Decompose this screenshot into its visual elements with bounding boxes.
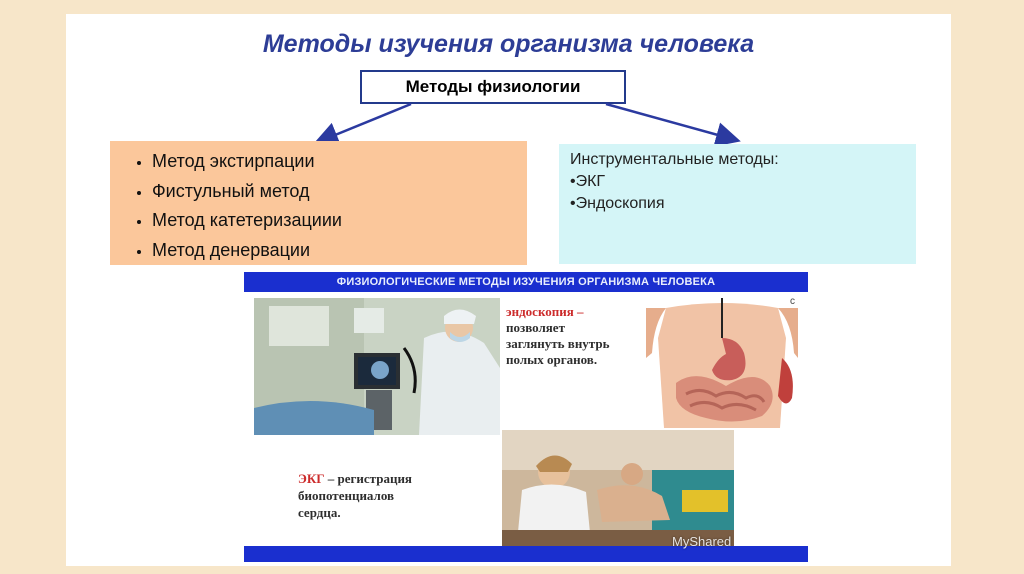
ecg-term: ЭКГ [298, 471, 325, 486]
experimental-methods-box [110, 141, 527, 265]
list-item: • Фистульный метод [152, 177, 527, 207]
list-item: •Эндоскопия [570, 195, 665, 212]
ecg-line: сердца. [298, 505, 341, 520]
ecg-caption [298, 470, 498, 521]
arrow-left [318, 104, 411, 142]
corner-letter: с [790, 296, 795, 307]
watermark: MyShared [672, 534, 732, 549]
ecg-line: биопотенциалов [298, 488, 395, 503]
endoscopy-term: эндоскопия – [506, 304, 584, 319]
anatomy-illustration [646, 298, 798, 428]
endoscopy-photo [254, 298, 500, 435]
list-item: • Метод денервации [152, 236, 527, 266]
image-banner: ФИЗИОЛОГИЧЕСКИЕ МЕТОДЫ ИЗУЧЕНИЯ ОРГАНИЗМА ЧЕЛОВЕКА [244, 272, 808, 292]
list-item: • Метод катетеризациии [152, 206, 527, 236]
endoscopy-line: позволяет [506, 320, 565, 335]
endoscopy-line: заглянуть внутрь [506, 336, 610, 351]
instrumental-heading: Инструментальные методы: [570, 151, 779, 168]
list-item: •ЭКГ [570, 173, 606, 190]
instrumental-methods-box [559, 144, 916, 264]
endoscopy-caption [506, 304, 656, 368]
arrow-right [606, 104, 736, 140]
physiology-methods-box: Методы физиологии [360, 70, 626, 104]
slide-title: Методы изучения организма человека [262, 30, 755, 58]
ecg-definition: – регистрация [324, 471, 412, 486]
slide [66, 14, 951, 566]
list-item: • Метод экстирпации [152, 147, 527, 177]
endoscopy-line: полых органов. [506, 352, 598, 367]
